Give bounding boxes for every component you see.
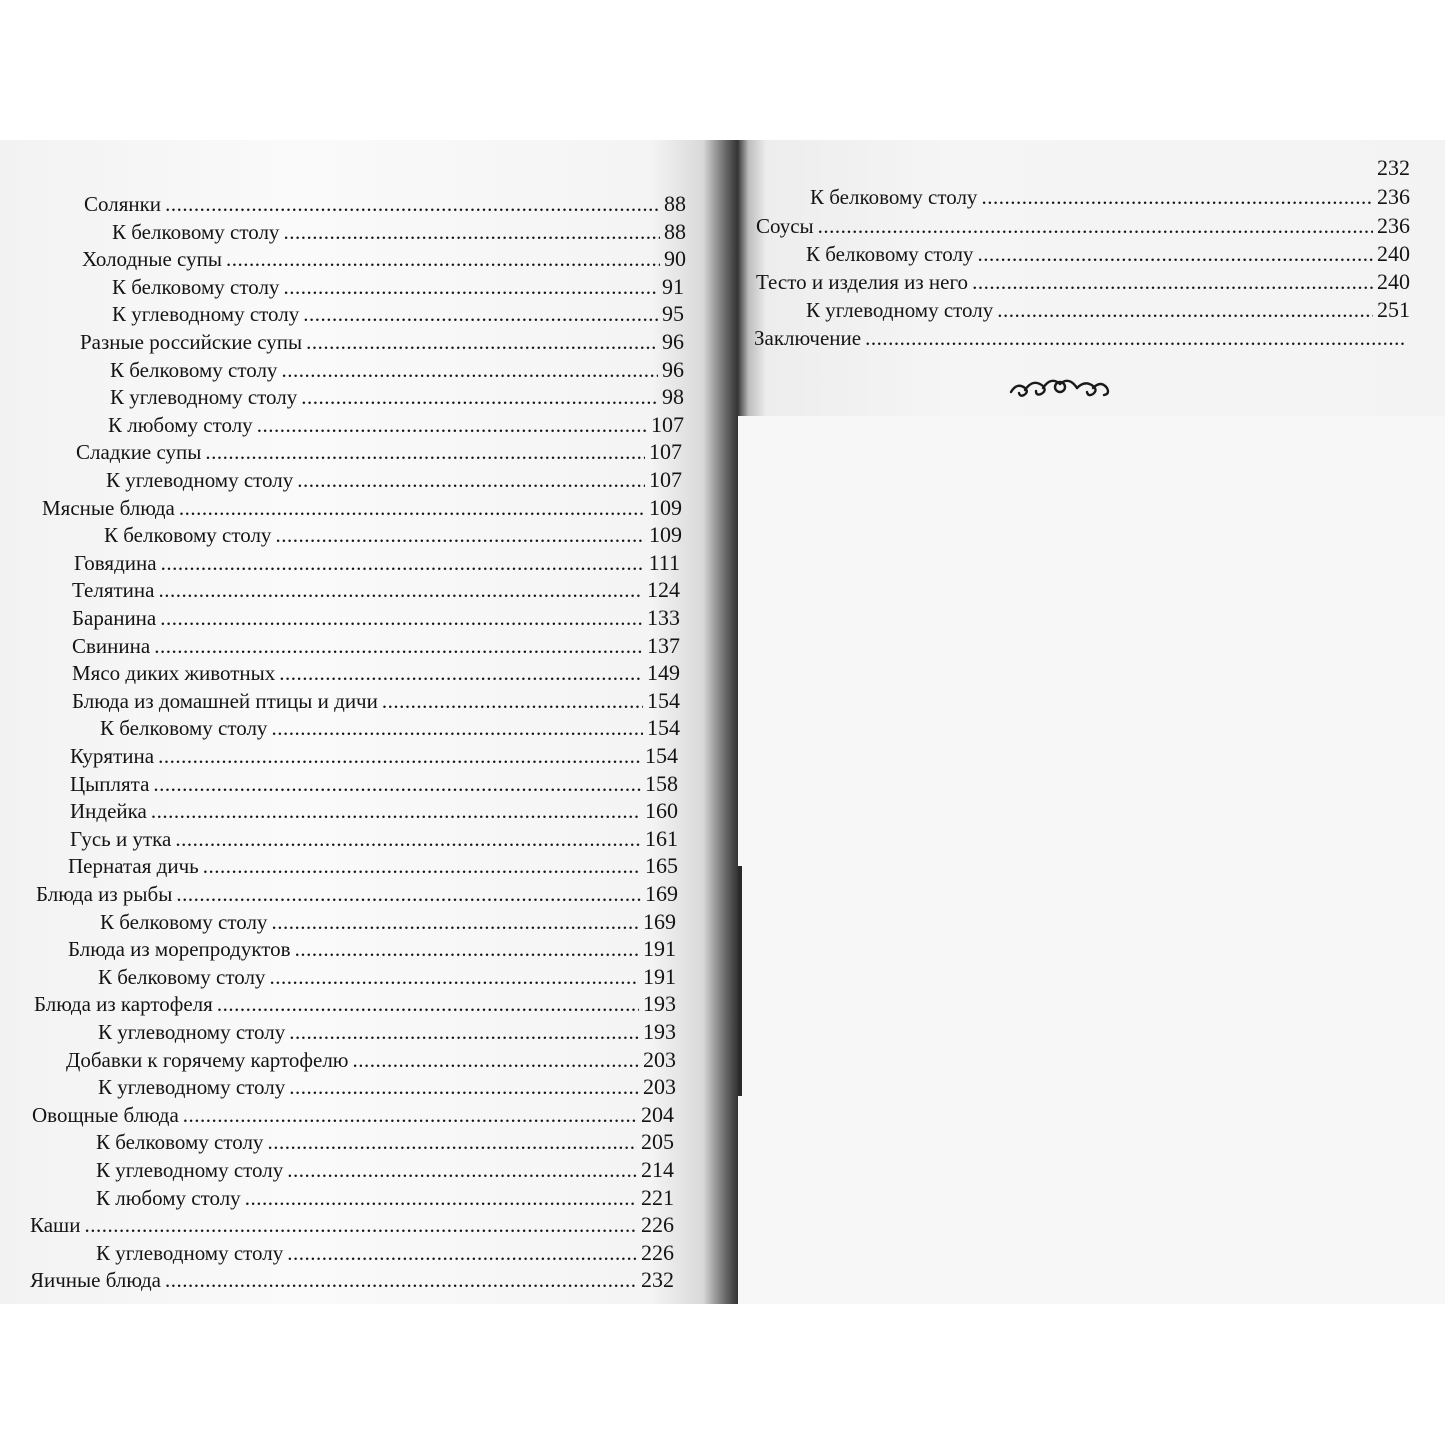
dot-leader <box>183 1101 637 1129</box>
dot-leader <box>158 576 643 604</box>
toc-entry <box>96 1156 674 1184</box>
toc-entry-page-number: 96 <box>662 329 684 354</box>
toc-entry <box>112 273 684 301</box>
toc-entry <box>754 324 1410 352</box>
toc-entry <box>806 240 1410 268</box>
toc-entry-label: Солянки <box>84 192 162 216</box>
dot-leader <box>289 1073 639 1101</box>
toc-entry-page-number: 169 <box>643 909 676 934</box>
toc-entry-label: К белковому столу <box>100 910 268 934</box>
toc-entry <box>76 438 682 466</box>
toc-entry <box>96 1128 674 1156</box>
toc-entry-page-number: 107 <box>651 412 684 437</box>
toc-entry-page-number: 149 <box>647 660 680 685</box>
toc-entry-label: Гусь и утка <box>70 827 172 851</box>
dot-leader <box>977 240 1373 268</box>
toc-entry-label: К углеводному столу <box>96 1158 284 1182</box>
toc-entry-page-number: 90 <box>664 246 686 271</box>
toc-entry-label: К углеводному столу <box>98 1075 286 1099</box>
dot-leader <box>165 190 660 218</box>
toc-entry-page-number: 236 <box>1377 184 1410 209</box>
toc-entry-page-number: 240 <box>1377 241 1410 266</box>
toc-entry-page-number: 107 <box>649 439 682 464</box>
toc-entry <box>104 521 682 549</box>
toc-entry-label: Яичные блюда <box>30 1268 161 1292</box>
toc-entry <box>32 1101 674 1129</box>
dot-leader <box>151 797 641 825</box>
toc-entry-label: Мясо диких животных <box>72 661 276 685</box>
toc-entry <box>70 825 678 853</box>
toc-entry <box>70 742 678 770</box>
dot-leader <box>205 438 645 466</box>
toc-entry <box>72 604 680 632</box>
toc-entry-page-number: 124 <box>647 577 680 602</box>
toc-entry-label: К белковому столу <box>112 220 280 244</box>
toc-entry-label: Разные российские супы <box>80 330 303 354</box>
toc-entry <box>110 383 684 411</box>
toc-entry-label: Свинина <box>72 634 151 658</box>
toc-entry-label: К углеводному столу <box>96 1241 284 1265</box>
toc-entry <box>42 494 682 522</box>
toc-entry <box>70 770 678 798</box>
dot-leader <box>271 908 639 936</box>
toc-entry-page-number: 98 <box>662 384 684 409</box>
toc-entry-label: К белковому столу <box>100 716 268 740</box>
dot-leader <box>283 218 660 246</box>
toc-entry <box>72 632 680 660</box>
toc-entry-label: Мясные блюда <box>42 496 175 520</box>
toc-entry-label: Тесто и изделия из него <box>756 270 969 294</box>
toc-entry <box>98 1073 676 1101</box>
toc-entry-label: Блюда из рыбы <box>36 882 173 906</box>
dot-leader <box>295 935 639 963</box>
toc-entry <box>1366 154 1410 182</box>
toc-entry <box>84 190 686 218</box>
toc-entry-page-number: 158 <box>645 771 678 796</box>
toc-entry-label: Овощные блюда <box>32 1103 179 1127</box>
toc-entry-label: Цыплята <box>70 772 150 796</box>
toc-entry-page-number: 240 <box>1377 269 1410 294</box>
dot-leader <box>306 328 658 356</box>
toc-entry-page-number: 109 <box>649 522 682 547</box>
dot-leader <box>301 383 658 411</box>
dot-leader <box>297 466 645 494</box>
toc-entry <box>110 356 684 384</box>
toc-entry-page-number: 169 <box>645 881 678 906</box>
toc-entry-page-number: 204 <box>641 1102 674 1127</box>
toc-entry-label: К любому столу <box>96 1186 241 1210</box>
dot-leader <box>217 990 639 1018</box>
toc-entry-page-number: 95 <box>662 301 684 326</box>
toc-entry-label: К белковому столу <box>104 523 272 547</box>
dot-leader <box>818 212 1373 240</box>
dot-leader <box>179 494 645 522</box>
toc-entry <box>30 1266 674 1294</box>
toc-entry-label: К углеводному столу <box>106 468 294 492</box>
toc-entry-label: Пернатая дичь <box>68 854 199 878</box>
page-edge-line <box>738 866 742 1096</box>
dot-leader <box>176 880 641 908</box>
dot-leader <box>153 770 641 798</box>
dot-leader <box>175 825 641 853</box>
dot-leader <box>245 1184 637 1212</box>
toc-entry <box>806 296 1410 324</box>
dot-leader <box>203 852 641 880</box>
toc-entry-page-number: 203 <box>643 1074 676 1099</box>
toc-entry <box>30 1211 674 1239</box>
dot-leader <box>160 604 643 632</box>
toc-entry-label: Телятина <box>72 578 155 602</box>
toc-entry-page-number: 96 <box>662 357 684 382</box>
dot-leader <box>154 632 643 660</box>
toc-entry <box>756 212 1410 240</box>
toc-entry <box>112 218 686 246</box>
toc-entry-label: Сладкие супы <box>76 440 202 464</box>
scroll-ornament-icon <box>1007 372 1113 402</box>
toc-entry-page-number: 107 <box>649 467 682 492</box>
dot-leader <box>303 300 658 328</box>
dot-leader <box>981 183 1373 211</box>
toc-entry <box>756 268 1410 296</box>
toc-entry-label: К белковому столу <box>98 965 266 989</box>
toc-entry-page-number: 203 <box>643 1047 676 1072</box>
dot-leader <box>226 245 660 273</box>
toc-entry-page-number: 160 <box>645 798 678 823</box>
toc-entry-label: К белковому столу <box>96 1130 264 1154</box>
toc-entry-page-number: 111 <box>648 550 680 575</box>
toc-entry-page-number: 193 <box>643 991 676 1016</box>
dot-leader <box>353 1046 640 1074</box>
toc-entry-label: К углеводному столу <box>112 302 300 326</box>
toc-entry-label: К любому столу <box>108 413 253 437</box>
toc-entry <box>108 411 684 439</box>
toc-entry <box>70 797 678 825</box>
toc-entry-label: Блюда из картофеля <box>34 992 213 1016</box>
toc-entry-label: Индейка <box>70 799 147 823</box>
toc-entry-page-number: 205 <box>641 1129 674 1154</box>
toc-entry-label: Холодные супы <box>82 247 222 271</box>
toc-entry-page-number: 236 <box>1377 213 1410 238</box>
toc-entry-page-number: 133 <box>647 605 680 630</box>
dot-leader <box>289 1018 639 1046</box>
dot-leader <box>997 296 1373 324</box>
dot-leader <box>271 714 643 742</box>
dot-leader <box>158 742 641 770</box>
dot-leader <box>267 1128 637 1156</box>
dot-leader <box>382 687 643 715</box>
toc-entry-page-number: 232 <box>641 1267 674 1292</box>
toc-entry-label: К белковому столу <box>112 275 280 299</box>
toc-entry-label: К белковому столу <box>810 185 978 209</box>
toc-entry <box>100 714 680 742</box>
toc-entry <box>72 687 680 715</box>
toc-entry-label: К углеводному столу <box>806 298 994 322</box>
toc-entry <box>80 328 684 356</box>
toc-entry <box>72 576 680 604</box>
toc-entry-label: Добавки к горячему картофелю <box>66 1048 349 1072</box>
toc-entry-page-number: 88 <box>664 219 686 244</box>
toc-entry-page-number: 191 <box>643 964 676 989</box>
toc-entry <box>68 935 676 963</box>
toc-entry-page-number: 137 <box>647 633 680 658</box>
toc-entry <box>96 1239 674 1267</box>
dot-leader <box>165 1266 637 1294</box>
toc-entry-page-number: 165 <box>645 853 678 878</box>
toc-entry-label: Баранина <box>72 606 157 630</box>
toc-entry <box>36 880 678 908</box>
toc-entry <box>98 1018 676 1046</box>
toc-entry-page-number: 226 <box>641 1212 674 1237</box>
toc-entry <box>106 466 682 494</box>
dot-leader <box>161 549 645 577</box>
toc-entry-page-number: 161 <box>645 826 678 851</box>
toc-entry-label: К белковому столу <box>806 242 974 266</box>
toc-entry <box>810 183 1410 211</box>
toc-entry-page-number: 193 <box>643 1019 676 1044</box>
dot-leader <box>279 659 643 687</box>
dot-leader <box>287 1156 637 1184</box>
dot-leader <box>287 1239 637 1267</box>
toc-entry <box>66 1046 676 1074</box>
toc-entry-label: Говядина <box>74 551 157 575</box>
dot-leader <box>281 356 658 384</box>
toc-entry <box>112 300 684 328</box>
dot-leader <box>865 324 1406 352</box>
toc-entry-page-number: 91 <box>662 274 684 299</box>
toc-entry-label: Блюда из морепродуктов <box>68 937 291 961</box>
toc-entry-label: Каши <box>30 1213 81 1237</box>
toc-entry-page-number: 191 <box>643 936 676 961</box>
toc-entry-page-number: 154 <box>647 715 680 740</box>
toc-entry-page-number: 226 <box>641 1240 674 1265</box>
toc-entry-label: К углеводному столу <box>98 1020 286 1044</box>
toc-entry <box>98 963 676 991</box>
blank-area <box>738 416 1445 1304</box>
toc-entry-page-number: 88 <box>664 191 686 216</box>
dot-leader <box>257 411 647 439</box>
toc-entry-label: Заключение <box>754 326 862 350</box>
toc-entry-page-number: 214 <box>641 1157 674 1182</box>
dot-leader <box>972 268 1373 296</box>
toc-entry-page-number: 221 <box>641 1185 674 1210</box>
toc-entry <box>74 549 680 577</box>
toc-entry-page-number: 232 <box>1377 155 1410 180</box>
toc-entry-page-number: 154 <box>647 688 680 713</box>
toc-entry <box>82 245 686 273</box>
toc-entry-page-number: 251 <box>1377 297 1410 322</box>
toc-entry-label: Блюда из домашней птицы и дичи <box>72 689 378 713</box>
toc-entry-label: К белковому столу <box>110 358 278 382</box>
dot-leader <box>269 963 639 991</box>
toc-entry-label: К углеводному столу <box>110 385 298 409</box>
toc-entry-label: Курятина <box>70 744 155 768</box>
toc-entry <box>34 990 676 1018</box>
dot-leader <box>84 1211 637 1239</box>
dot-leader <box>275 521 645 549</box>
toc-entry <box>96 1184 674 1212</box>
toc-entry <box>72 659 680 687</box>
toc-entry-page-number: 109 <box>649 495 682 520</box>
toc-entry <box>68 852 678 880</box>
dot-leader <box>283 273 658 301</box>
toc-entry-page-number: 154 <box>645 743 678 768</box>
toc-entry <box>100 908 676 936</box>
toc-entry-label: Соусы <box>756 214 814 238</box>
